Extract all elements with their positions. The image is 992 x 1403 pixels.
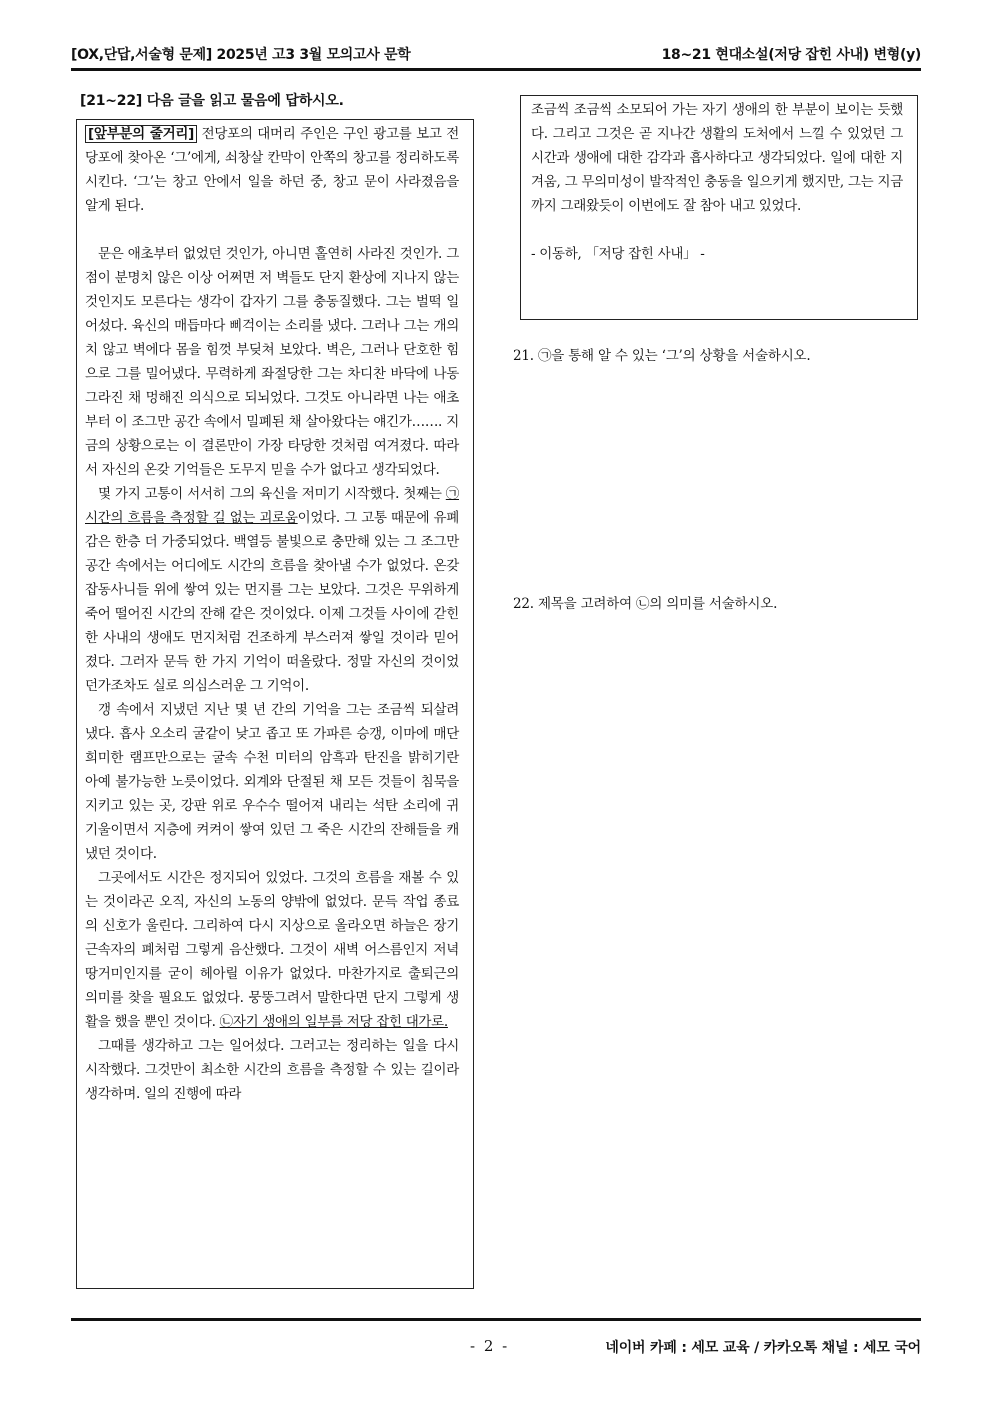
header-section: 18~21 현대소설(저당 잡힌 사내) 변형(y) xyxy=(661,47,921,63)
question-22: 22. 제목을 고려하여 ㉡의 의미를 서술하시오. xyxy=(513,596,778,612)
passage-paragraph-5: 그때를 생각하고 그는 일어섰다. 그러고는 정리하는 일을 다시 시작했다. 그것만이 최소한 시간의 흐름을 측정할 수 있는 길이라 생각하며. 일의 진행에 따라 xyxy=(85,1038,459,1102)
top-rule xyxy=(71,68,921,71)
bottom-rule xyxy=(71,1318,921,1321)
passage-paragraph-3: 갱 속에서 지냈던 지난 몇 년 간의 기억을 그는 조금씩 되살려 냈다. 흡사 오소리 굴같이 낮고 좁고 또 가파른 승갱, 이마에 매단 희미한 램프만으로는 굴속 수천 미터의 암흑과 탄진을 밝히기란 아예 불가능한 노릇이었다. 외계와 단절된 채 모든 것들이 침묵을 지키고 있는 곳, 강판 위로 우수수 떨어져 내리는 석탄 소리에 귀 기울이면서 지층에 켜켜이 쌓여 있던 그 죽은 시간의 잔해들을 캐냈던 것이다. xyxy=(85,702,459,862)
passage-paragraph-2: 몇 가지 고통이 서서히 그의 육신을 저미기 시작했다. 첫째는 ㉠시간의 흐름을 측정할 길 없는 괴로움이었다. 그 고통 때문에 유폐감은 한층 더 가중되었다. 백열등 불빛으로 충만해 있는 그 조그만 공간 속에서는 어디에도 시간의 흐름을 찾아낼 수가 없었다. 온갖 잡동사니들 위에 쌓여 있는 먼지를 그는 보았다. 그것은 무위하게 죽어 떨어진 시간의 잔해 같은 것이었다. 이제 그것들 사이에 갇힌 한 사내의 생애도 먼지처럼 건조하게 부스러져 쌓일 것이라 믿어졌다. 그러자 문득 한 가지 기억이 떠올랐다. 정말 자신의 것이었던가조차도 실로 의심스러운 그 기억이. xyxy=(85,486,459,694)
passage-paragraph-1: 문은 애초부터 없었던 것인가, 아니면 홀연히 사라진 것인가. 그 점이 분명치 않은 이상 어쩌면 저 벽들도 단지 환상에 지나지 않는 것인지도 모른다는 생각이 갑자기 그를 충동질했다. 그는 벌떡 일어섰다. 육신의 매듭마다 삐걱이는 소리를 냈다. 그러나 그는 개의치 않고 벽에다 몸을 힘껏 부딪쳐 보았다. 벽은, 그러나 단호한 힘으로 그를 밀어냈다. 무력하게 좌절당한 그는 차디찬 바닥에 나동그라진 채 멍해진 의식으로 되뇌었다. 그것도 아니라면 나는 애초부터 이 조그만 공간 속에서 밀폐된 채 살아왔다는 얘긴가……. 지금의 상황으로는 이 결론만이 가장 타당한 것처럼 여겨졌다. 따라서 자신의 온갖 기억들은 도무지 믿을 수가 없다고 생각되었다. xyxy=(85,246,459,478)
question-21: 21. ㉠을 통해 알 수 있는 ‘그’의 상황을 서술하시오. xyxy=(513,348,811,364)
summary-text: 전당포의 대머리 주인은 구인 광고를 보고 전당포에 찾아온 ‘그’에게, 쇠창살 칸막이 안쪽의 창고를 정리하도록 시킨다. ‘그’는 창고 안에서 일을 하던 중, 창고 문이 사라졌음을 알게 된다. xyxy=(85,126,460,214)
source-citation: - 이동하, 「저당 잡힌 사내」 - xyxy=(531,246,705,262)
footer-channel: 네이버 카페 : 세모 교육 / 카카오톡 채널 : 세모 국어 xyxy=(605,1340,921,1356)
page-number: - 2 - xyxy=(470,1337,510,1355)
continuation-text: 조금씩 조금씩 소모되어 가는 자기 생애의 한 부분이 보이는 듯했다. 그리고 그것은 곧 지나간 생활의 도처에서 느낄 수 있었던 그 시간과 생애에 대한 감각과 흡사하다고 생각되었다. 일에 대한 지겨움, 그 무의미성이 발작적인 충동을 일으키게 했지만, 그는 지금까지 그래왔듯이 이번에도 잘 참아 내고 있었다. xyxy=(531,102,903,214)
instruction-heading: [21~22] 다음 글을 읽고 물음에 답하시오. xyxy=(80,93,344,109)
header-title: [OX,단답,서술형 문제] 2025년 고3 3월 모의고사 문학 xyxy=(71,47,411,63)
underline-b: ㉡자기 생애의 일부를 저당 잡힌 대가로. xyxy=(219,1014,448,1030)
summary-label: [앞부분의 줄거리] xyxy=(85,125,197,143)
passage-box xyxy=(76,119,474,1289)
summary-paragraph xyxy=(85,122,459,218)
underline-a: ㉠시간의 흐름을 측정할 길 없는 괴로움 xyxy=(85,486,459,526)
continuation-box xyxy=(520,95,918,320)
passage-paragraph-4: 그곳에서도 시간은 정지되어 있었다. 그것의 흐름을 재볼 수 있는 것이라곤 오직, 자신의 노동의 양밖에 없었다. 문득 작업 종료의 신호가 울린다. 그리하여 다시 지상으로 올라오면 하늘은 장기 근속자의 폐처럼 그렇게 음산했다. 그것이 새벽 어스름인지 저녁 땅거미인지를 굳이 헤아릴 이유가 없었다. 마찬가지로 출퇴근의 의미를 찾을 필요도 없었다. 뭉뚱그려서 말한다면 단지 그렇게 생활을 했을 뿐인 것이다. ㉡자기 생애의 일부를 저당 잡힌 대가로. xyxy=(85,870,459,1030)
